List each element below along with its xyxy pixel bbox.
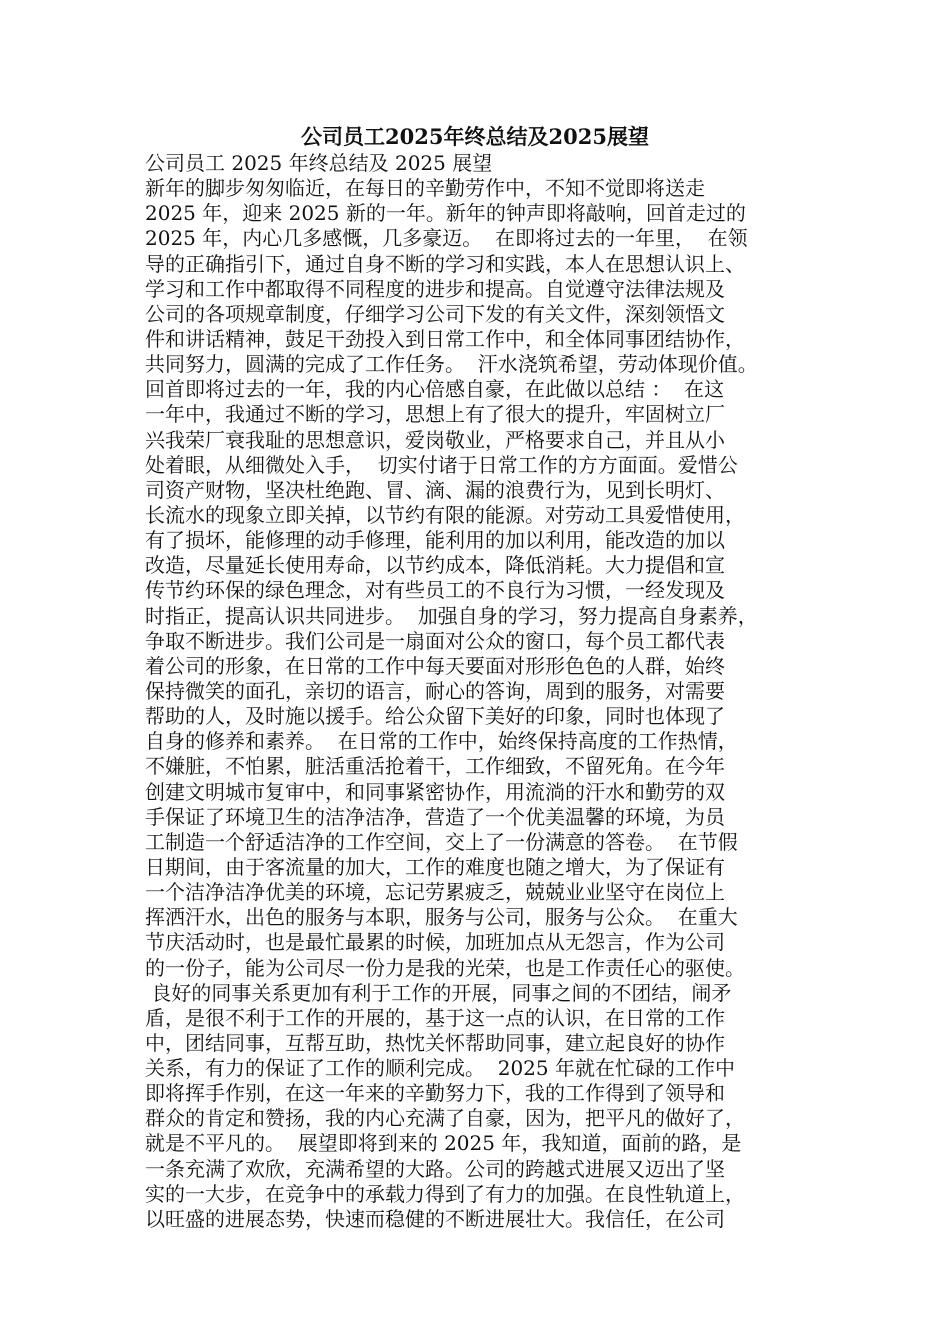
text-line: 自身的修养和素养。 在日常的工作中，始终保持高度的工作热情， (145, 729, 738, 754)
text-line: 回首即将过去的一年，我的内心倍感自豪，在此做以总结 ： 在这 (145, 377, 725, 402)
text-line: 件和讲话精神，鼓足干劲投入到日常工作中，和全体同事团结协作， (145, 326, 745, 351)
text-line: 时指正，提高认识共同进步。 加强自身的学习，努力提高自身素养， (145, 603, 758, 628)
text-line: 一个洁净洁净优美的环境，忘记劳累疲乏，兢兢业业坚守在岗位上 (145, 880, 725, 905)
text-line: 着公司的形象，在日常的工作中每天要面对形形色色的人群，始终 (145, 653, 725, 678)
text-line: 一年中，我通过不断的学习，思想上有了很大的提升，牢固树立厂 (145, 402, 725, 427)
text-line: 节庆活动时，也是最忙最累的时候，加班加点从无怨言，作为公司 (145, 930, 725, 955)
text-line: 的一份子，能为公司尽一份力是我的光荣，也是工作责任心的驱使。 (145, 955, 745, 980)
text-line: 公司的各项规章制度，仔细学习公司下发的有关文件，深刻领悟文 (145, 301, 725, 326)
text-line: 争取不断进步。我们公司是一扇面对公众的窗口，每个员工都代表 (145, 628, 725, 653)
text-line: 创建文明城市复审中，和同事紧密协作，用流淌的汗水和勤劳的双 (145, 779, 725, 804)
text-line: 良好的同事关系更加有利于工作的开展，同事之间的不团结，闹矛 (145, 980, 732, 1005)
text-line: 长流水的现象立即关掉，以节约有限的能源。对劳动工具爱惜使用， (145, 502, 745, 527)
text-line: 中，团结同事，互帮互助，热忱关怀帮助同事，建立起良好的协作 (145, 1030, 725, 1055)
text-line: 帮助的人，及时施以援手。给公众留下美好的印象，同时也体现了 (145, 704, 725, 729)
text-line: 工制造一个舒适洁净的工作空间，交上了一份满意的答卷。 在节假 (145, 829, 738, 854)
text-line: 改造，尽量延长使用寿命，以节约成本，降低消耗。大力提倡和宣 (145, 553, 725, 578)
text-line: 即将挥手作别，在这一年来的辛勤努力下，我的工作得到了领导和 (145, 1081, 725, 1106)
text-line: 就是不平凡的。 展望即将到来的 2025 年，我知道，面前的路，是 (145, 1131, 742, 1156)
text-line: 导的正确指引下，通过自身不断的学习和实践，本人在思想认识上、 (145, 251, 745, 276)
text-line: 手保证了环境卫生的洁净洁净，营造了一个优美温馨的环境，为员 (145, 804, 725, 829)
text-line: 共同努力，圆满的完成了工作任务。 汗水浇筑希望，劳动体现价值。 (145, 352, 758, 377)
text-line: 日期间，由于客流量的加大，工作的难度也随之增大，为了保证有 (145, 854, 725, 879)
text-line: 不嫌脏，不怕累，脏活重活抢着干，工作细致，不留死角。在今年 (145, 754, 725, 779)
text-line: 以旺盛的进展态势，快速而稳健的不断进展壮大。我信任，在公司 (145, 1206, 725, 1231)
text-line: 处着眼，从细微处入手， 切实付诸于日常工作的方方面面。爱惜公 (145, 452, 738, 477)
text-line: 关系，有力的保证了工作的顺利完成。 2025 年就在忙碌的工作中 (145, 1056, 735, 1081)
text-line: 实的一大步，在竞争中的承载力得到了有力的加强。在良性轨道上， (145, 1181, 745, 1206)
text-line: 一条充满了欢欣，充满希望的大路。公司的跨越式进展又迈出了坚 (145, 1156, 725, 1181)
text-line: 2025 年，内心几多感慨，几多豪迈。 在即将过去的一年里， 在领 (145, 226, 748, 251)
text-line: 司资产财物，坚决杜绝跑、冒、滴、漏的浪费行为，见到长明灯、 (145, 477, 725, 502)
document-title: 公司员工2025年终总结及2025展望 (301, 124, 649, 149)
text-line: 2025 年，迎来 2025 新的一年。新年的钟声即将敲响，回首走过的 (145, 201, 746, 226)
text-line: 学习和工作中都取得不同程度的进步和提高。自觉遵守法律法规及 (145, 276, 725, 301)
text-line: 挥洒汗水，出色的服务与本职，服务与公司，服务与公众。 在重大 (145, 905, 738, 930)
text-line: 公司员工 2025 年终总结及 2025 展望 (145, 151, 493, 175)
text-line: 保持微笑的面孔，亲切的语言，耐心的答询，周到的服务，对需要 (145, 678, 725, 703)
text-line: 有了损坏，能修理的动手修理，能利用的加以利用，能改造的加以 (145, 528, 725, 553)
text-line: 兴我荣厂衰我耻的思想意识，爱岗敬业，严格要求自己，并且从小 (145, 427, 725, 452)
text-line: 群众的肯定和赞扬，我的内心充满了自豪，因为，把平凡的做好了， (145, 1106, 745, 1131)
document-body (145, 151, 825, 1232)
text-line: 新年的脚步匆匆临近，在每日的辛勤劳作中，不知不觉即将送走 (145, 176, 705, 201)
text-line: 传节约环保的绿色理念，对有些员工的不良行为习惯，一经发现及 (145, 578, 725, 603)
text-line: 盾，是很不利于工作的开展的，基于这一点的认识，在日常的工作 (145, 1005, 725, 1030)
